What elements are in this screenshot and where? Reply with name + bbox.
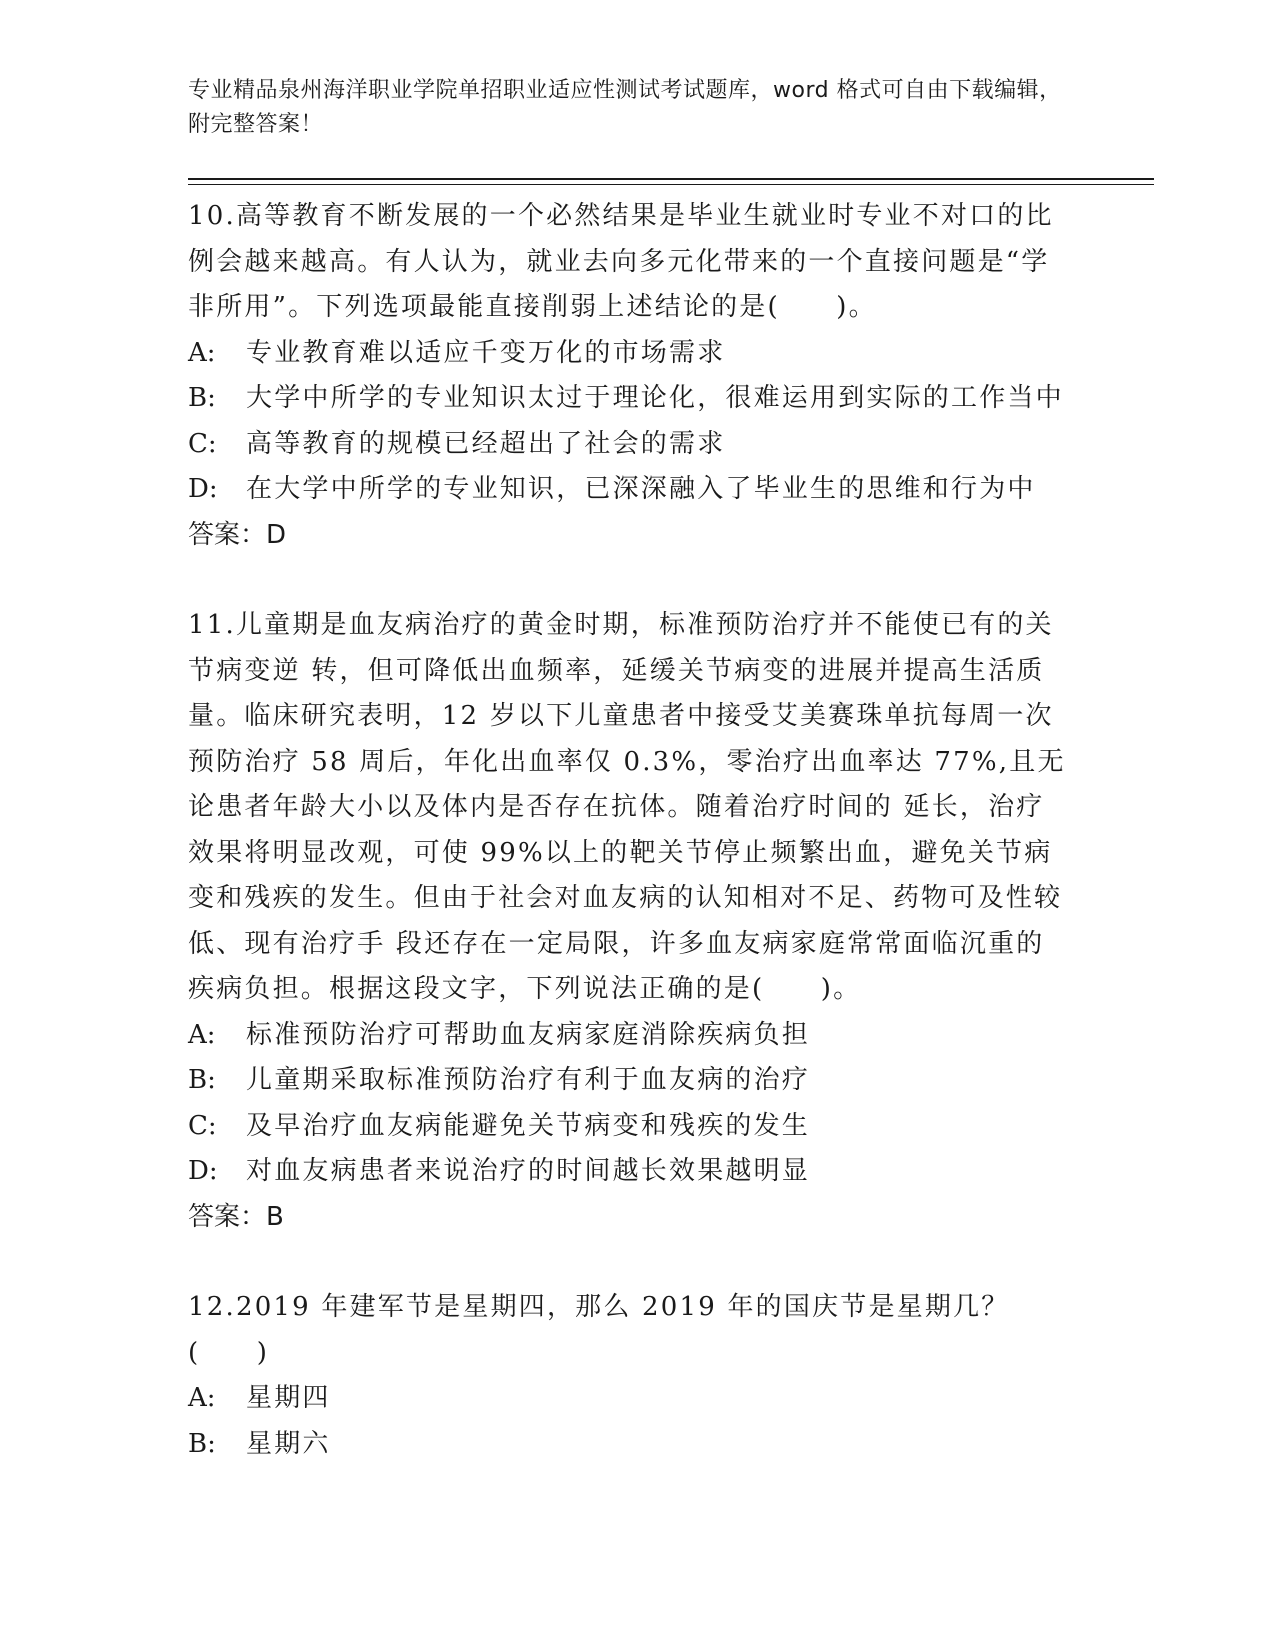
option-a [188,1013,1068,1059]
option-text: 对血友病患者来说治疗的时间越长效果越明显 [246,1156,811,1186]
option-d [188,467,1068,513]
answer-line: 答案：B [188,1201,284,1232]
document-header: 专业精品泉州海洋职业学院单招职业适应性测试考试题库，word 格式可自由下载编辑，附完整答案！ [188,78,1062,137]
option-d [188,1149,1068,1195]
document-body [188,194,1068,1467]
spacer [188,558,1068,603]
option-key: A: [188,337,216,368]
option-c [188,1104,1068,1150]
option-b [188,1058,1068,1104]
option-text: 儿童期采取标准预防治疗有利于血友病的治疗 [246,1065,811,1095]
option-key: A: [188,1383,216,1413]
option-key: C: [188,1110,217,1141]
question-10 [188,194,1068,558]
question-stem: 10.高等教育不断发展的一个必然结果是毕业生就业时专业不对口的比例会越来越高。有人认为，就业去向多元化带来的一个直接问题是“学非所用”。下列选项最能直接削弱上述结论的是( )。 [188,201,1054,322]
option-key: D: [188,1156,218,1186]
option-key: D: [188,474,218,504]
option-a [188,331,1068,377]
option-text: 在大学中所学的专业知识，已深深融入了毕业生的思维和行为中 [246,474,1036,504]
question-stem: 11.儿童期是血友病治疗的黄金时期，标准预防治疗并不能使已有的关节病变逆 转，但可降低出血频率，延缓关节病变的进展并提高生活质量。临床研究表明，12 岁以下儿童患者中接受艾美赛珠单抗每周一次预防治疗 58 周后，年化出血率仅 0.3%，零治疗出血率达 77%,且无论患者年龄大小以及体内是否存在抗体。随着治疗时间的 延长，治疗效果将明显改观，可使 99%以上的靶关节停止频繁出血，避免关节病变和残疾的发生。但由于社会对血友病的认知相对不足、药物可及性较低、现有治疗手 段还存在一定局限，许多血友病家庭常常面临沉重的疾病负担。根据这段文字，下列说法正确的是( )。 [188,610,1066,1004]
option-text: 星期四 [246,1383,331,1413]
question-12 [188,1285,1068,1467]
option-text: 高等教育的规模已经超出了社会的需求 [246,428,726,459]
header-rule-thin [188,184,1154,185]
option-text: 大学中所学的专业知识太过于理论化，很难运用到实际的工作当中 [246,383,1064,413]
option-key: A: [188,1019,216,1050]
question-11 [188,603,1068,1240]
option-a [188,1376,1068,1422]
option-b [188,1422,1068,1468]
option-text: 星期六 [246,1428,331,1459]
option-key: B: [188,383,216,413]
option-key: C: [188,428,217,459]
answer-line: 答案：D [188,519,287,550]
option-text: 专业教育难以适应千变万化的市场需求 [246,337,726,368]
spacer [188,1240,1068,1285]
question-stem: 12.2019 年建军节是星期四，那么 2019 年的国庆节是星期几？( ) [188,1292,1010,1368]
option-text: 标准预防治疗可帮助血友病家庭消除疾病负担 [246,1019,811,1050]
option-b [188,376,1068,422]
option-key: B: [188,1428,216,1459]
option-c [188,422,1068,468]
option-key: B: [188,1065,216,1095]
header-rule-thick [188,178,1154,180]
option-text: 及早治疗血友病能避免关节病变和残疾的发生 [246,1110,811,1141]
